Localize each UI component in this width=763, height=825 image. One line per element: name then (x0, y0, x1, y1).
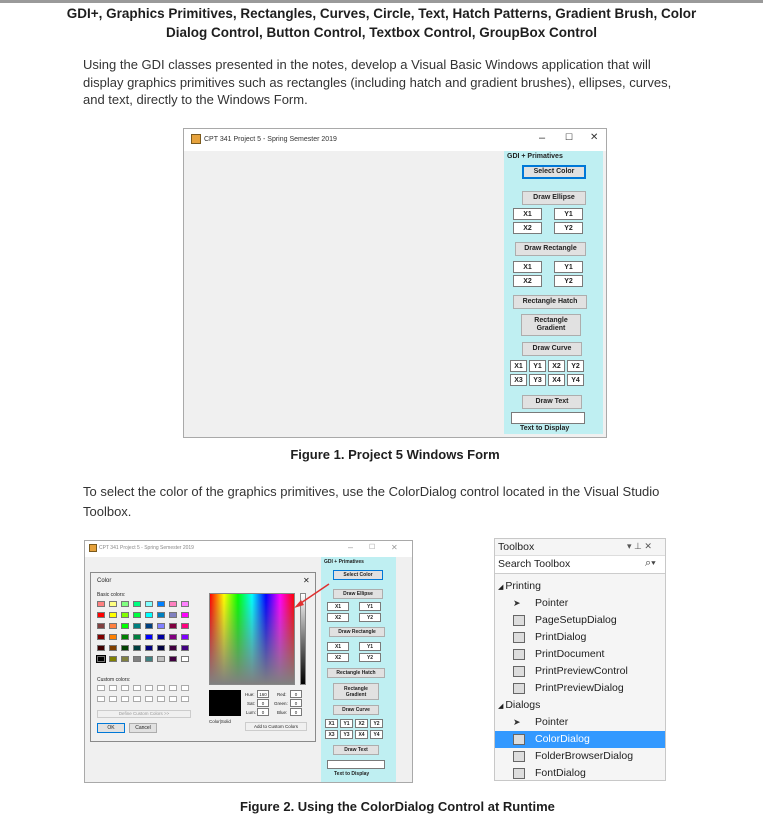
runtime-draw-rectangle-button[interactable]: Draw Rectangle (329, 627, 385, 637)
rect-y2-field[interactable]: Y2 (554, 275, 583, 287)
color-dialog: Color ✕ Basic colors: Custom colors: Define Custom Colors >> OK Cancel Color|Solid Hue: 160 Sat: 0 Lum: 0 Red: 0 Green: 0 Blue: 0 Add to Custom Colors (90, 572, 316, 742)
toolbox-search[interactable]: Search Toolbox ⌕▾ (495, 556, 665, 574)
arrow-annotation (85, 541, 413, 783)
control-icon (513, 632, 525, 643)
pointer-icon: ➤ (513, 598, 521, 608)
curve-x3-field[interactable]: X3 (510, 374, 527, 386)
dialogs-item[interactable]: ColorDialog (495, 731, 665, 748)
top-rule (0, 0, 763, 3)
category-printing[interactable]: ◢ Printing (498, 580, 541, 592)
figure2-caption: Figure 2. Using the ColorDialog Control at Runtime (240, 799, 555, 814)
dialogs-item[interactable]: ➤ Pointer (513, 716, 569, 728)
printing-item[interactable]: PrintDialog (495, 629, 665, 646)
rect-y1-field[interactable]: Y1 (554, 261, 583, 273)
runtime-ellipse-y2[interactable]: Y2 (359, 613, 381, 622)
dialogs-item[interactable]: FolderBrowserDialog (495, 748, 665, 765)
control-icon (513, 649, 525, 660)
runtime-form-window (84, 540, 413, 783)
maximize-icon[interactable]: ☐ (565, 132, 574, 142)
runtime-curve-y4[interactable]: Y4 (370, 730, 383, 739)
runtime-ellipse-x1[interactable]: X1 (327, 602, 349, 611)
runtime-ellipse-x2[interactable]: X2 (327, 613, 349, 622)
runtime-curve-y2[interactable]: Y2 (370, 719, 383, 728)
hue-field[interactable]: 160 (257, 690, 269, 698)
rect-x1-field[interactable]: X1 (513, 261, 542, 273)
runtime-curve-x3[interactable]: X3 (325, 730, 338, 739)
control-icon (513, 768, 525, 779)
sat-field[interactable]: 0 (257, 699, 269, 707)
runtime-rectangle-hatch-button[interactable]: Rectangle Hatch (327, 668, 385, 678)
project-form-window (183, 128, 607, 438)
runtime-minimize-icon[interactable]: – (348, 542, 354, 552)
app-icon (191, 134, 201, 144)
curve-x4-field[interactable]: X4 (548, 374, 565, 386)
runtime-curve-x1[interactable]: X1 (325, 719, 338, 728)
page-title: GDI+, Graphics Primitives, Rectangles, Curves, Circle, Text, Hatch Patterns, Gradient Brush, Color Dialog Control, Button Control, Textbox Control, GroupBox Control (66, 6, 697, 40)
draw-ellipse-button[interactable]: Draw Ellipse (522, 191, 586, 205)
rectangle-hatch-button[interactable]: Rectangle Hatch (513, 295, 587, 309)
blue-field[interactable]: 0 (290, 708, 302, 716)
cancel-button[interactable]: Cancel (129, 723, 157, 733)
printing-item[interactable]: PageSetupDialog (495, 612, 665, 629)
printing-item[interactable]: PrintPreviewControl (495, 663, 665, 680)
runtime-curve-x4[interactable]: X4 (355, 730, 368, 739)
vs-toolbox (494, 538, 666, 781)
ellipse-x1-field[interactable]: X1 (513, 208, 542, 220)
text-input[interactable] (511, 412, 585, 424)
control-icon (513, 683, 525, 694)
form-titlebar: CPT 341 Project 5 - Spring Semester 2019 – ☐ ✕ (184, 129, 606, 151)
curve-y3-field[interactable]: Y3 (529, 374, 546, 386)
runtime-text-label: Text to Display (334, 771, 370, 777)
define-custom-colors-button[interactable]: Define Custom Colors >> (97, 710, 191, 718)
runtime-rect-y2[interactable]: Y2 (359, 653, 381, 662)
green-field[interactable]: 0 (290, 699, 302, 707)
runtime-curve-y1[interactable]: Y1 (340, 719, 353, 728)
printing-item[interactable]: ➤ Pointer (513, 597, 569, 609)
select-color-button[interactable]: Select Color (522, 165, 586, 179)
ok-button[interactable]: OK (97, 723, 125, 733)
draw-text-button[interactable]: Draw Text (522, 395, 582, 409)
printing-item[interactable]: PrintPreviewDialog (495, 680, 665, 697)
ellipse-y1-field[interactable]: Y1 (554, 208, 583, 220)
curve-y2-field[interactable]: Y2 (567, 360, 584, 372)
control-icon (513, 666, 525, 677)
control-icon (513, 734, 525, 745)
curve-x1-field[interactable]: X1 (510, 360, 527, 372)
control-icon (513, 615, 525, 626)
toolbox-header: Toolbox ▾ ⊥ ✕ (495, 539, 665, 556)
runtime-form-titlebar: CPT 341 Project 5 - Spring Semester 2019 – ☐ ✕ (85, 541, 412, 557)
red-field[interactable]: 0 (290, 690, 302, 698)
minimize-icon[interactable]: – (539, 132, 546, 144)
figure1-caption: Figure 1. Project 5 Windows Form (290, 447, 500, 462)
intro-paragraph: Using the GDI classes presented in the notes, develop a Visual Basic Windows application that will display graphics primitives such as rectangles (including hatch and gradient brushes), ellipses, curves, and text, directly to the Windows Form. (83, 57, 672, 107)
ellipse-x2-field[interactable]: X2 (513, 222, 542, 234)
runtime-curve-x2[interactable]: X2 (355, 719, 368, 728)
curve-y4-field[interactable]: Y4 (567, 374, 584, 386)
control-icon (513, 751, 525, 762)
lum-field[interactable]: 0 (257, 708, 269, 716)
add-custom-colors-button[interactable]: Add to Custom Colors (245, 722, 307, 731)
runtime-draw-curve-button[interactable]: Draw Curve (333, 705, 379, 715)
pointer-icon: ➤ (513, 717, 521, 727)
runtime-groupbox: GDI + Primatives Select Color Draw Ellipse X1 Y1 X2 Y2 Draw Rectangle X1 Y1 X2 Y2 Rectangle Hatch Rectangle Gradient Draw Curve X1 Y1 X2 Y2 X3 Y3 X4 Y4 Draw Text Text to Display (321, 557, 396, 782)
color-dialog-close-icon[interactable]: ✕ (303, 576, 310, 585)
text-to-display-label: Text to Display (520, 425, 570, 432)
rectangle-gradient-button[interactable]: Rectangle Gradient (521, 314, 581, 336)
toolbox-pin-icon[interactable]: ▾ ⊥ ✕ (627, 541, 652, 551)
runtime-curve-y3[interactable]: Y3 (340, 730, 353, 739)
search-icon[interactable]: ⌕▾ (645, 557, 656, 569)
runtime-draw-ellipse-button[interactable]: Draw Ellipse (333, 589, 383, 599)
draw-curve-button[interactable]: Draw Curve (522, 342, 582, 356)
runtime-maximize-icon[interactable]: ☐ (369, 544, 376, 551)
runtime-rect-x2[interactable]: X2 (327, 653, 349, 662)
curve-y1-field[interactable]: Y1 (529, 360, 546, 372)
runtime-draw-text-button[interactable]: Draw Text (333, 745, 379, 755)
runtime-select-color-button[interactable]: Select Color (333, 570, 383, 580)
primitives-groupbox: GDI + Primatives Select Color Draw Ellipse X1 Y1 X2 Y2 Draw Rectangle X1 Y1 X2 Y2 Rectangle Hatch Rectangle Gradient Draw Curve X1 Y1 X2 Y2 X3 Y3 X4 Y4 Draw Text Text to Display (504, 151, 603, 434)
runtime-rect-y1[interactable]: Y1 (359, 642, 381, 651)
curve-x2-field[interactable]: X2 (548, 360, 565, 372)
arrow-line (298, 584, 329, 605)
close-icon[interactable]: ✕ (590, 132, 599, 143)
ellipse-y2-field[interactable]: Y2 (554, 222, 583, 234)
runtime-ellipse-y1[interactable]: Y1 (359, 602, 381, 611)
color-dialog-title: Color (97, 578, 112, 584)
draw-rectangle-button[interactable]: Draw Rectangle (515, 242, 586, 256)
runtime-close-icon[interactable]: ✕ (391, 543, 398, 552)
middle-paragraph: To select the color of the graphics primitives, use the ColorDialog control located in the Visual Studio Toolbox. (83, 484, 660, 519)
printing-item[interactable]: PrintDocument (495, 646, 665, 663)
runtime-rectangle-gradient-button[interactable]: Rectangle Gradient (333, 683, 379, 700)
category-dialogs[interactable]: ◢ Dialogs (498, 699, 541, 711)
rect-x2-field[interactable]: X2 (513, 275, 542, 287)
dialogs-item[interactable]: FontDialog (495, 765, 665, 782)
runtime-rect-x1[interactable]: X1 (327, 642, 349, 651)
